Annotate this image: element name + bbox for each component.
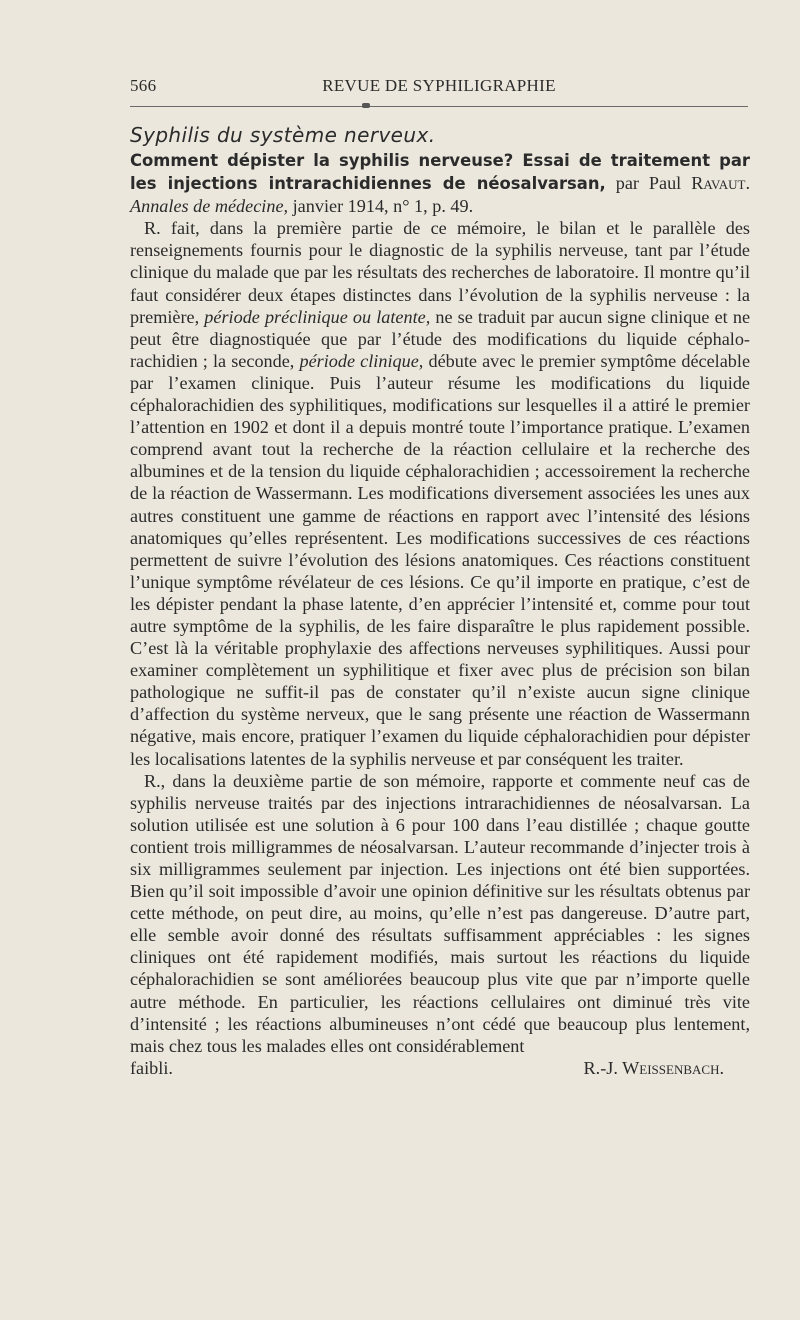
bibliographic-reference [130,149,750,217]
closing-line [130,1057,750,1079]
signature: R.-J. Weissenbach. [583,1057,724,1078]
header-rule [130,106,748,107]
article-body [130,122,750,1079]
paragraph-1-text-b: ne se traduit par aucun signe clinique et ne peut être diagnostiquée que par l’étude des modifications du liquide céphalo-rachidien ; la seconde, [130,306,751,371]
closing-word: faibli. [130,1057,173,1078]
term-clinical-period: période clinique, [299,350,424,371]
paragraph-1-text-a: R. fait, dans la première partie de ce mémoire, le bilan et le parallèle des renseignements fournis pour le diagnostic de la syphilis nerveuse, tant par l’étude clinique du malade que par les résultats des recherches de laboratoire. Il montre qu’il faut considérer deux étapes distinctes dans l’évolution de la syphilis nerveuse : la première, [130,218,750,327]
reference-journal: Annales de médecine, [130,196,289,217]
paragraph-2: R., dans la deuxième partie de son mémoire, rapporte et commente neuf cas de syphilis nerveuse traités par des injections intrarachidiennes de néosalvarsan. La solution utilisée est une solution à 6 pour 100 dans l’eau distillée ; chaque goutte contient trois milligrammes de néosalvarsan. L’auteur recommande d’injecter trois à six milligrammes seulement par injection. Les injections ont été bien supportées. Bien qu’il soit impossible d’avoir une opinion définitive sur les résultats obtenus par cette méthode, on peut dire, au moins, qu’elle n’est pas dangereuse. D’autre part, elle semble avoir donné des résultats suffisamment appréciables : les signes cliniques ont été rapidement modifiés, mais surtout les réactions du liquide céphalorachidien se sont améliorées beaucoup plus vite que par n’importe quelle autre méthode. En particulier, les réactions cellulaires ont diminué très vite d’intensité ; les réactions albumineuses n’ont cédé que beaucoup plus lentement, mais chez tous les malades elles ont considérablement [130,770,750,1056]
rule-ornament [362,103,370,108]
page-header [130,76,748,98]
page-number: 566 [130,76,157,95]
term-preclinical-period: période préclinique ou latente, [204,306,431,327]
reference-by: par Paul [615,173,682,194]
article-title: Comment dépister la syphilis nerveuse? Essai de traitement par les injections intrarachidiennes de néosalvarsan, [130,151,750,194]
reference-author: Ravaut. [691,173,751,194]
section-title: Syphilis du système nerveux. [130,123,436,147]
paragraph-1-text-c: débute avec le premier symptôme décelable par l’examen clinique. Puis l’auteur résume les modifications du liquide céphalorachidien des syphilitiques, modifications sur lesquelles il a attiré le premier l’attention en 1902 et dont il a depuis montré toute l’importance pratique. L’examen comprend avant tout la recherche de la réaction cellulaire et la recherche des albumines et de la tension du liquide céphalorachidien ; accessoirement la recherche de la réaction de Wassermann. Les modifications diversement associées les unes aux autres constituent une gamme de réactions en rapport avec l’intensité des lésions anatomiques qu’elles représentent. Les modifications successives de ces réactions permettent de suivre l’évolution des lésions anatomiques. Ces réactions constituent l’unique symptôme révélateur de ces lésions. Ce qu’il importe en pratique, c’est de les dépister pendant la phase latente, d’en apprécier l’intensité et, comme pour tout autre symptôme de la syphilis, de les faire disparaître le plus rapidement possible. C’est là la véritable prophylaxie des affections nerveuses syphilitiques. Aussi pour examiner complètement un syphilitique et fixer avec plus de précision son bilan pathologique ne suffit-il pas de constater qu’il n’existe aucun signe clinique d’affection du système nerveux, que le sang présente une réaction de Wassermann négative, mais encore, pratiquer l’examen du liquide céphalorachidien pour dépister les localisations latentes de la syphilis nerveuse et par conséquent les traiter. [130,350,751,769]
paragraph-1 [130,217,750,769]
reference-details: janvier 1914, n° 1, p. 49. [292,196,474,217]
running-title: REVUE DE SYPHILIGRAPHIE [322,76,556,95]
